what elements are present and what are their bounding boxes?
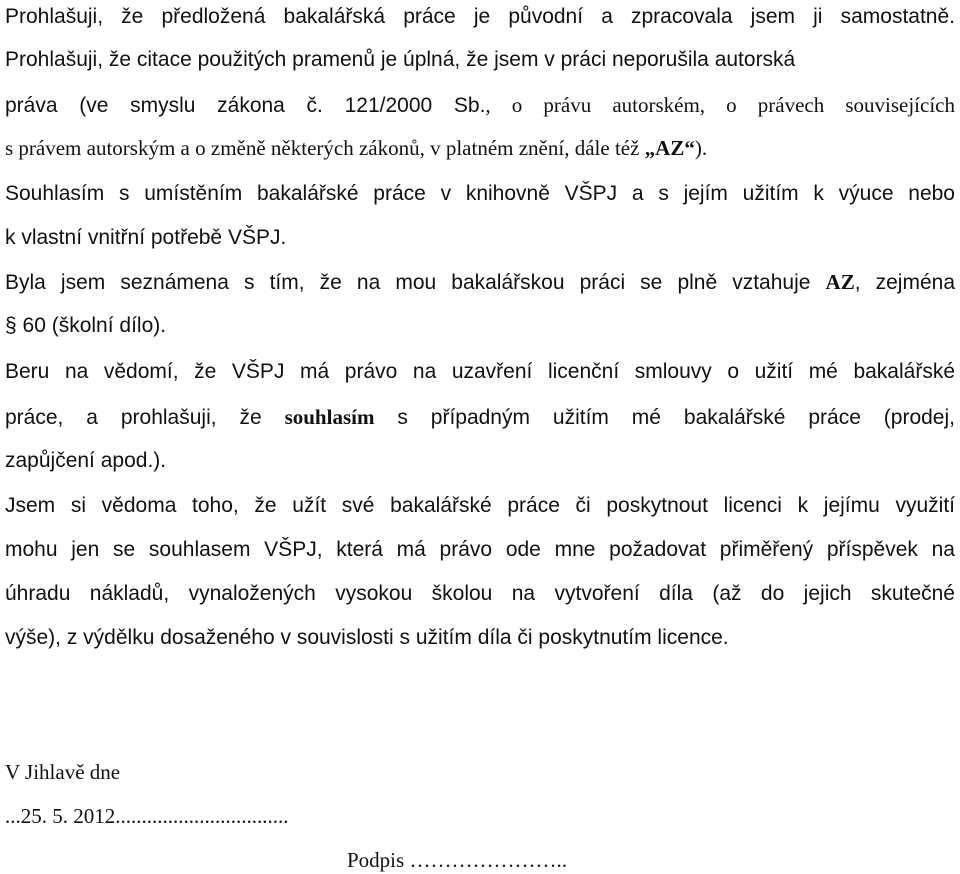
p1-line1: Prohlašuji, že předložená bakalářská práce je původní a zpracovala jsem ji samostatně. — [5, 5, 955, 28]
p4-line3: zapůjčení apod.). — [5, 449, 167, 472]
p3-line1 — [5, 269, 955, 296]
p1-line3-start: práva (ve smyslu zákona č. 121/2000 Sb. — [5, 94, 486, 117]
p1-line4-text: s právem autorským a o změně některých zákonů, v platném znění, dále též — [5, 136, 645, 160]
p4-line2-start: práce, a prohlašuji, že — [5, 406, 285, 429]
p2-line2: k vlastní vnitřní potřebě VŠPJ. — [5, 226, 287, 249]
p5-line4: výše), z výdělku dosaženého v souvislosti s užitím díla či poskytnutím licence. — [5, 626, 729, 649]
az-abbreviation-2: AZ — [825, 270, 855, 294]
p3-line1-end: , zejména — [854, 271, 956, 294]
p2-line1: Souhlasím s umístěním bakalářské práce v knihovně VŠPJ a s jejím užitím k výuce nebo — [5, 182, 955, 205]
p1-line4-end: ). — [694, 136, 708, 160]
signature-label: Podpis — [347, 848, 405, 872]
p1-line2: Prohlašuji, že citace použitých pramenů je úplná, že jsem v práci neporušila autorská — [5, 48, 796, 71]
p1-line4 — [5, 135, 707, 161]
p1-line3 — [5, 92, 955, 119]
signature-line — [347, 847, 567, 873]
az-abbreviation: „AZ“ — [644, 136, 695, 160]
p5-line2: mohu jen se souhlasem VŠPJ, která má právo ode mne požadovat přiměřený příspěvek na — [5, 538, 955, 561]
p3-line2: § 60 (školní dílo). — [5, 314, 167, 337]
place-label: V Jihlavě dne — [5, 760, 121, 784]
signature-dots: ………………….. — [409, 848, 567, 872]
p3-line1-text: Byla jsem seznámena s tím, že na mou bakalářskou práci se plně vztahuje — [5, 271, 826, 294]
p1-line3-end: , o právu autorském, o právech souvisejících — [485, 93, 955, 117]
p5-line3: úhradu nákladů, vynaložených vysokou školou na vytvoření díla (až do jejich skutečné — [5, 582, 955, 605]
p4-line2 — [5, 404, 955, 431]
p4-line1: Beru na vědomí, že VŠPJ má právo na uzavření licenční smlouvy o užití mé bakalářské — [5, 360, 955, 383]
date-line: ...25. 5. 2012................................. — [5, 804, 289, 828]
p4-line2-end: s případným užitím mé bakalářské práce (prodej, — [374, 406, 955, 429]
consent-word: souhlasím — [284, 405, 375, 429]
p5-line1: Jsem si vědoma toho, že užít své bakalářské práce či poskytnout licenci k jejímu využití — [5, 494, 955, 517]
